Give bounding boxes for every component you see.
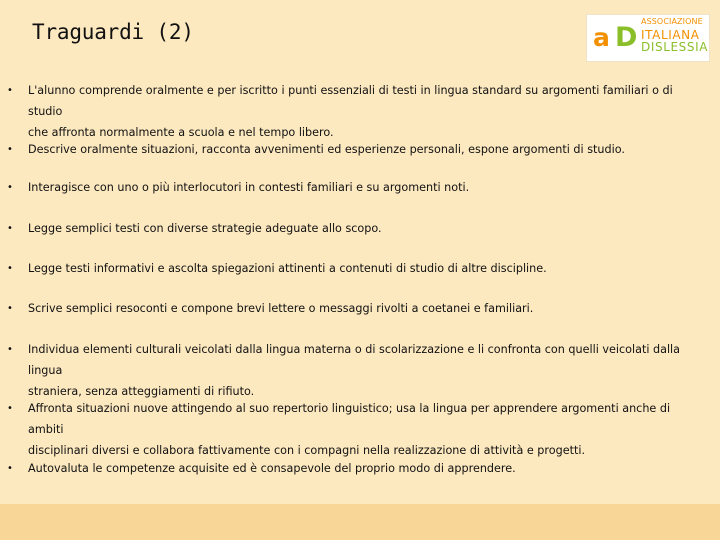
- bullet-line: che affronta normalmente a scuola e nel tempo libero.: [28, 126, 334, 139]
- bullet-line: Scrive semplici resoconti e compone brevi lettere o messaggi rivolti a coetanei e familiari.: [28, 302, 534, 315]
- bullet-line: Individua elementi culturali veicolati dalla lingua materna o di scolarizzazione e li confronta con quelli veicolati dalla lingua: [28, 343, 681, 377]
- bullet-text: [28, 218, 704, 239]
- bullet-icon: •: [7, 263, 13, 274]
- bullet-text: [28, 139, 704, 160]
- bullet-line: Affronta situazioni nuove attingendo al suo repertorio linguistico; usa la lingua per apprendere argomenti anche di ambiti: [28, 402, 671, 436]
- bullet-icon: •: [7, 403, 13, 414]
- bullet-line: Interagisce con uno o più interlocutori in contesti familiari e su argomenti noti.: [28, 181, 470, 194]
- bullet-icon: •: [7, 144, 13, 155]
- bullet-icon: •: [7, 182, 13, 193]
- bullet-line: Descrive oralmente situazioni, racconta avvenimenti ed esperienze personali, espone argomenti di studio.: [28, 143, 625, 156]
- logo-line-dislessia: DISLESSIA: [641, 40, 709, 54]
- bullet-line: Legge testi informativi e ascolta spiegazioni attinenti a contenuti di studio di altre discipline.: [28, 262, 547, 275]
- bullet-text: [28, 80, 704, 143]
- logo-letter-d: D: [615, 22, 638, 53]
- bullet-text: [28, 258, 704, 279]
- bullet-line: L'alunno comprende oralmente e per iscritto i punti essenziali di testi in lingua standard su argomenti familiari o di studio: [28, 84, 673, 118]
- bullet-line: Legge semplici testi con diverse strategie adeguate allo scopo.: [28, 222, 382, 235]
- bullet-text: [28, 298, 704, 319]
- bullet-text: [28, 177, 704, 198]
- bullet-icon: •: [7, 303, 13, 314]
- bullet-icon: •: [7, 344, 13, 355]
- logo-letter-a: a: [593, 23, 610, 52]
- bullet-icon: •: [7, 463, 13, 474]
- logo-line-association: ASSOCIAZIONE: [641, 17, 703, 26]
- bullet-line: straniera, senza atteggiamenti di rifiuto.: [28, 385, 255, 398]
- slide-title: Traguardi (2): [32, 20, 194, 44]
- bullet-line: disciplinari diversi e collabora fattivamente con i compagni nella realizzazione di attività e progetti.: [28, 444, 586, 457]
- bullet-icon: •: [7, 85, 13, 96]
- bullet-text: [28, 339, 704, 402]
- bullet-icon: •: [7, 223, 13, 234]
- bullet-text: [28, 458, 704, 479]
- bullet-line: Autovaluta le competenze acquisite ed è consapevole del proprio modo di apprendere.: [28, 462, 516, 475]
- bullet-text: [28, 398, 704, 461]
- logo-line-italiana: ITALIANA: [641, 28, 700, 42]
- footer-bar: [0, 504, 720, 540]
